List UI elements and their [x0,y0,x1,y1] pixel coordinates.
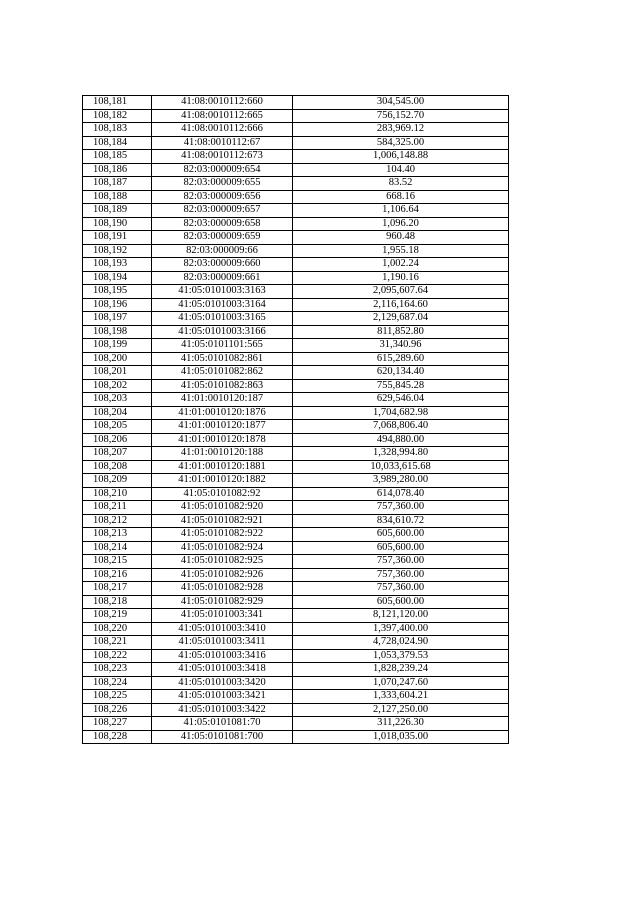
table-row [83,717,509,731]
cadastral-number-cell: 41:05:0101082:921 [152,514,293,528]
table-row [83,568,509,582]
row-number-cell: 108,213 [83,528,152,542]
row-number-cell: 108,195 [83,285,152,299]
table-row [83,339,509,353]
cadastral-number-cell: 41:05:0101003:3421 [152,690,293,704]
table-row [83,676,509,690]
cadastral-number-cell: 82:03:000009:659 [152,231,293,245]
table-row [83,190,509,204]
cadastral-value-table [82,95,509,744]
amount-cell: 83.52 [293,177,509,191]
table-row [83,298,509,312]
amount-cell: 614,078.40 [293,487,509,501]
amount-cell: 668.16 [293,190,509,204]
amount-cell: 811,852.80 [293,325,509,339]
table-row [83,622,509,636]
table-row [83,528,509,542]
table-row [83,285,509,299]
cadastral-number-cell: 41:05:0101082:862 [152,366,293,380]
row-number-cell: 108,196 [83,298,152,312]
cadastral-number-cell: 41:05:0101003:3411 [152,636,293,650]
cadastral-number-cell: 41:05:0101003:3416 [152,649,293,663]
amount-cell: 4,728,024.90 [293,636,509,650]
amount-cell: 1,006,148.88 [293,150,509,164]
cadastral-number-cell: 41:05:0101082:861 [152,352,293,366]
table-row [83,447,509,461]
row-number-cell: 108,205 [83,420,152,434]
row-number-cell: 108,208 [83,460,152,474]
row-number-cell: 108,212 [83,514,152,528]
cadastral-number-cell: 41:05:0101081:70 [152,717,293,731]
table-row [83,325,509,339]
table-row [83,204,509,218]
amount-cell: 620,134.40 [293,366,509,380]
table-row [83,555,509,569]
cadastral-number-cell: 82:03:000009:656 [152,190,293,204]
amount-cell: 1,955.18 [293,244,509,258]
cadastral-number-cell: 82:03:000009:655 [152,177,293,191]
table-row [83,663,509,677]
amount-cell: 1,397,400.00 [293,622,509,636]
amount-cell: 311,226.30 [293,717,509,731]
table-row [83,312,509,326]
row-number-cell: 108,224 [83,676,152,690]
cadastral-number-cell: 41:08:0010112:673 [152,150,293,164]
cadastral-number-cell: 41:05:0101082:928 [152,582,293,596]
row-number-cell: 108,182 [83,109,152,123]
table-row [83,730,509,744]
amount-cell: 304,545.00 [293,96,509,110]
cadastral-number-cell: 41:01:0010120:1881 [152,460,293,474]
amount-cell: 1,704,682.98 [293,406,509,420]
table-row [83,136,509,150]
amount-cell: 755,845.28 [293,379,509,393]
table-row [83,406,509,420]
table-row [83,393,509,407]
row-number-cell: 108,227 [83,717,152,731]
cadastral-number-cell: 41:05:0101082:924 [152,541,293,555]
table-row [83,109,509,123]
cadastral-number-cell: 41:01:0010120:188 [152,447,293,461]
table-row [83,609,509,623]
amount-cell: 10,033,615.68 [293,460,509,474]
row-number-cell: 108,204 [83,406,152,420]
row-number-cell: 108,217 [83,582,152,596]
row-number-cell: 108,198 [83,325,152,339]
table-row [83,352,509,366]
cadastral-number-cell: 41:05:0101003:3418 [152,663,293,677]
amount-cell: 960.48 [293,231,509,245]
cadastral-number-cell: 41:05:0101082:863 [152,379,293,393]
row-number-cell: 108,225 [83,690,152,704]
table-row [83,582,509,596]
amount-cell: 1,328,994.80 [293,447,509,461]
row-number-cell: 108,188 [83,190,152,204]
cadastral-number-cell: 41:05:0101082:926 [152,568,293,582]
row-number-cell: 108,221 [83,636,152,650]
amount-cell: 2,127,250.00 [293,703,509,717]
cadastral-number-cell: 41:05:0101101:565 [152,339,293,353]
table-row [83,150,509,164]
cadastral-number-cell: 41:08:0010112:665 [152,109,293,123]
amount-cell: 3,989,280.00 [293,474,509,488]
amount-cell: 629,546.04 [293,393,509,407]
table-row [83,271,509,285]
amount-cell: 2,129,687.04 [293,312,509,326]
cadastral-number-cell: 41:08:0010112:666 [152,123,293,137]
table-row [83,460,509,474]
amount-cell: 1,053,379.53 [293,649,509,663]
table-row [83,244,509,258]
cadastral-number-cell: 82:03:000009:66 [152,244,293,258]
amount-cell: 1,828,239.24 [293,663,509,677]
row-number-cell: 108,192 [83,244,152,258]
cadastral-number-cell: 41:08:0010112:660 [152,96,293,110]
row-number-cell: 108,218 [83,595,152,609]
amount-cell: 605,600.00 [293,528,509,542]
table-row [83,123,509,137]
table-row [83,177,509,191]
row-number-cell: 108,186 [83,163,152,177]
row-number-cell: 108,193 [83,258,152,272]
row-number-cell: 108,203 [83,393,152,407]
row-number-cell: 108,189 [83,204,152,218]
table-row [83,231,509,245]
amount-cell: 1,190.16 [293,271,509,285]
row-number-cell: 108,200 [83,352,152,366]
amount-cell: 584,325.00 [293,136,509,150]
amount-cell: 7,068,806.40 [293,420,509,434]
amount-cell: 1,333,604.21 [293,690,509,704]
cadastral-number-cell: 41:05:0101003:341 [152,609,293,623]
row-number-cell: 108,216 [83,568,152,582]
cadastral-number-cell: 41:05:0101003:3165 [152,312,293,326]
amount-cell: 757,360.00 [293,568,509,582]
table-row [83,366,509,380]
row-number-cell: 108,183 [83,123,152,137]
table-row [83,420,509,434]
cadastral-number-cell: 41:05:0101003:3163 [152,285,293,299]
row-number-cell: 108,220 [83,622,152,636]
row-number-cell: 108,214 [83,541,152,555]
row-number-cell: 108,201 [83,366,152,380]
table-row [83,258,509,272]
amount-cell: 104.40 [293,163,509,177]
row-number-cell: 108,222 [83,649,152,663]
amount-cell: 1,070,247.60 [293,676,509,690]
table-row [83,649,509,663]
amount-cell: 834,610.72 [293,514,509,528]
row-number-cell: 108,206 [83,433,152,447]
cadastral-number-cell: 41:05:0101003:3164 [152,298,293,312]
row-number-cell: 108,209 [83,474,152,488]
row-number-cell: 108,194 [83,271,152,285]
amount-cell: 757,360.00 [293,501,509,515]
cadastral-number-cell: 41:05:0101081:700 [152,730,293,744]
amount-cell: 31,340.96 [293,339,509,353]
cadastral-number-cell: 41:05:0101003:3410 [152,622,293,636]
cadastral-number-cell: 41:05:0101082:929 [152,595,293,609]
amount-cell: 605,600.00 [293,595,509,609]
cadastral-number-cell: 41:01:0010120:187 [152,393,293,407]
amount-cell: 2,116,164.60 [293,298,509,312]
table-row [83,636,509,650]
row-number-cell: 108,199 [83,339,152,353]
cadastral-number-cell: 41:01:0010120:1876 [152,406,293,420]
amount-cell: 1,096.20 [293,217,509,231]
cadastral-number-cell: 41:01:0010120:1882 [152,474,293,488]
amount-cell: 283,969.12 [293,123,509,137]
cadastral-number-cell: 41:01:0010120:1877 [152,420,293,434]
row-number-cell: 108,219 [83,609,152,623]
table-row [83,433,509,447]
row-number-cell: 108,226 [83,703,152,717]
row-number-cell: 108,207 [83,447,152,461]
row-number-cell: 108,197 [83,312,152,326]
row-number-cell: 108,184 [83,136,152,150]
amount-cell: 1,002.24 [293,258,509,272]
amount-cell: 1,018,035.00 [293,730,509,744]
table-body [83,96,509,744]
amount-cell: 8,121,120.00 [293,609,509,623]
amount-cell: 756,152.70 [293,109,509,123]
row-number-cell: 108,202 [83,379,152,393]
table-row [83,379,509,393]
row-number-cell: 108,211 [83,501,152,515]
table-row [83,690,509,704]
cadastral-number-cell: 41:05:0101082:922 [152,528,293,542]
row-number-cell: 108,187 [83,177,152,191]
table-row [83,703,509,717]
row-number-cell: 108,210 [83,487,152,501]
row-number-cell: 108,215 [83,555,152,569]
amount-cell: 605,600.00 [293,541,509,555]
cadastral-number-cell: 41:05:0101082:925 [152,555,293,569]
amount-cell: 494,880.00 [293,433,509,447]
row-number-cell: 108,223 [83,663,152,677]
row-number-cell: 108,190 [83,217,152,231]
amount-cell: 757,360.00 [293,555,509,569]
amount-cell: 757,360.00 [293,582,509,596]
table-row [83,501,509,515]
cadastral-number-cell: 41:05:0101003:3422 [152,703,293,717]
cadastral-number-cell: 41:08:0010112:67 [152,136,293,150]
table-row [83,487,509,501]
table-row [83,514,509,528]
amount-cell: 1,106.64 [293,204,509,218]
cadastral-number-cell: 82:03:000009:654 [152,163,293,177]
row-number-cell: 108,185 [83,150,152,164]
amount-cell: 2,095,607.64 [293,285,509,299]
cadastral-number-cell: 41:01:0010120:1878 [152,433,293,447]
amount-cell: 615,289.60 [293,352,509,366]
cadastral-number-cell: 41:05:0101082:920 [152,501,293,515]
row-number-cell: 108,228 [83,730,152,744]
cadastral-number-cell: 41:05:0101003:3166 [152,325,293,339]
table-row [83,595,509,609]
row-number-cell: 108,191 [83,231,152,245]
table-row [83,541,509,555]
cadastral-number-cell: 82:03:000009:658 [152,217,293,231]
cadastral-number-cell: 82:03:000009:657 [152,204,293,218]
cadastral-number-cell: 41:05:0101082:92 [152,487,293,501]
row-number-cell: 108,181 [83,96,152,110]
cadastral-number-cell: 41:05:0101003:3420 [152,676,293,690]
table-row [83,474,509,488]
cadastral-number-cell: 82:03:000009:660 [152,258,293,272]
table-row [83,217,509,231]
cadastral-number-cell: 82:03:000009:661 [152,271,293,285]
table-row [83,96,509,110]
table-row [83,163,509,177]
